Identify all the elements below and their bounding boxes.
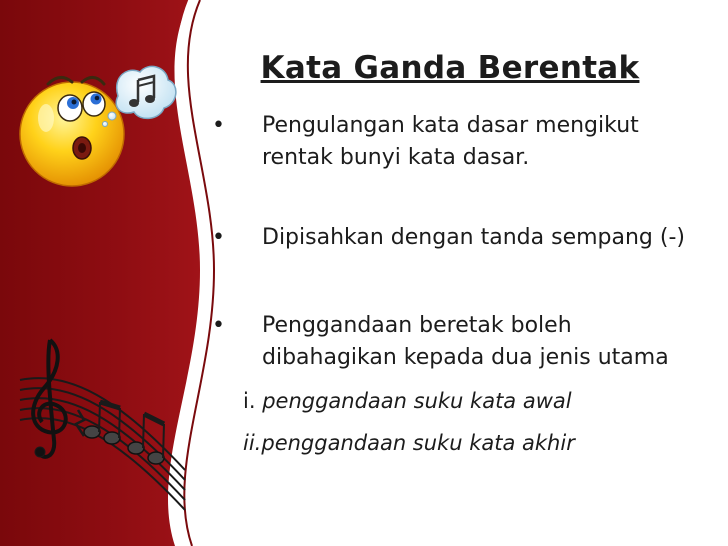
sub-item-marker: i. [243, 389, 263, 413]
bullet-marker: • [212, 113, 225, 138]
bullet-text: Pengulangan kata dasar mengikut rentak bunyi kata dasar. [262, 113, 639, 170]
bullet-text: Dipisahkan dengan tanda sempang (-) [262, 225, 685, 250]
bullet-marker: • [212, 313, 225, 338]
sub-item-text: penggandaan suku kata awal [262, 389, 572, 413]
bullet-marker: • [212, 225, 225, 250]
slide-title: Kata Ganda Berentak [260, 50, 640, 86]
sub-item-text: penggandaan suku kata akhir [261, 431, 575, 455]
bullet-text: Penggandaan beretak boleh dibahagikan kepada dua jenis utama [262, 313, 669, 370]
sub-list-item [243, 428, 575, 458]
sub-list-item [243, 386, 572, 416]
sub-item-marker: ii. [243, 431, 262, 455]
